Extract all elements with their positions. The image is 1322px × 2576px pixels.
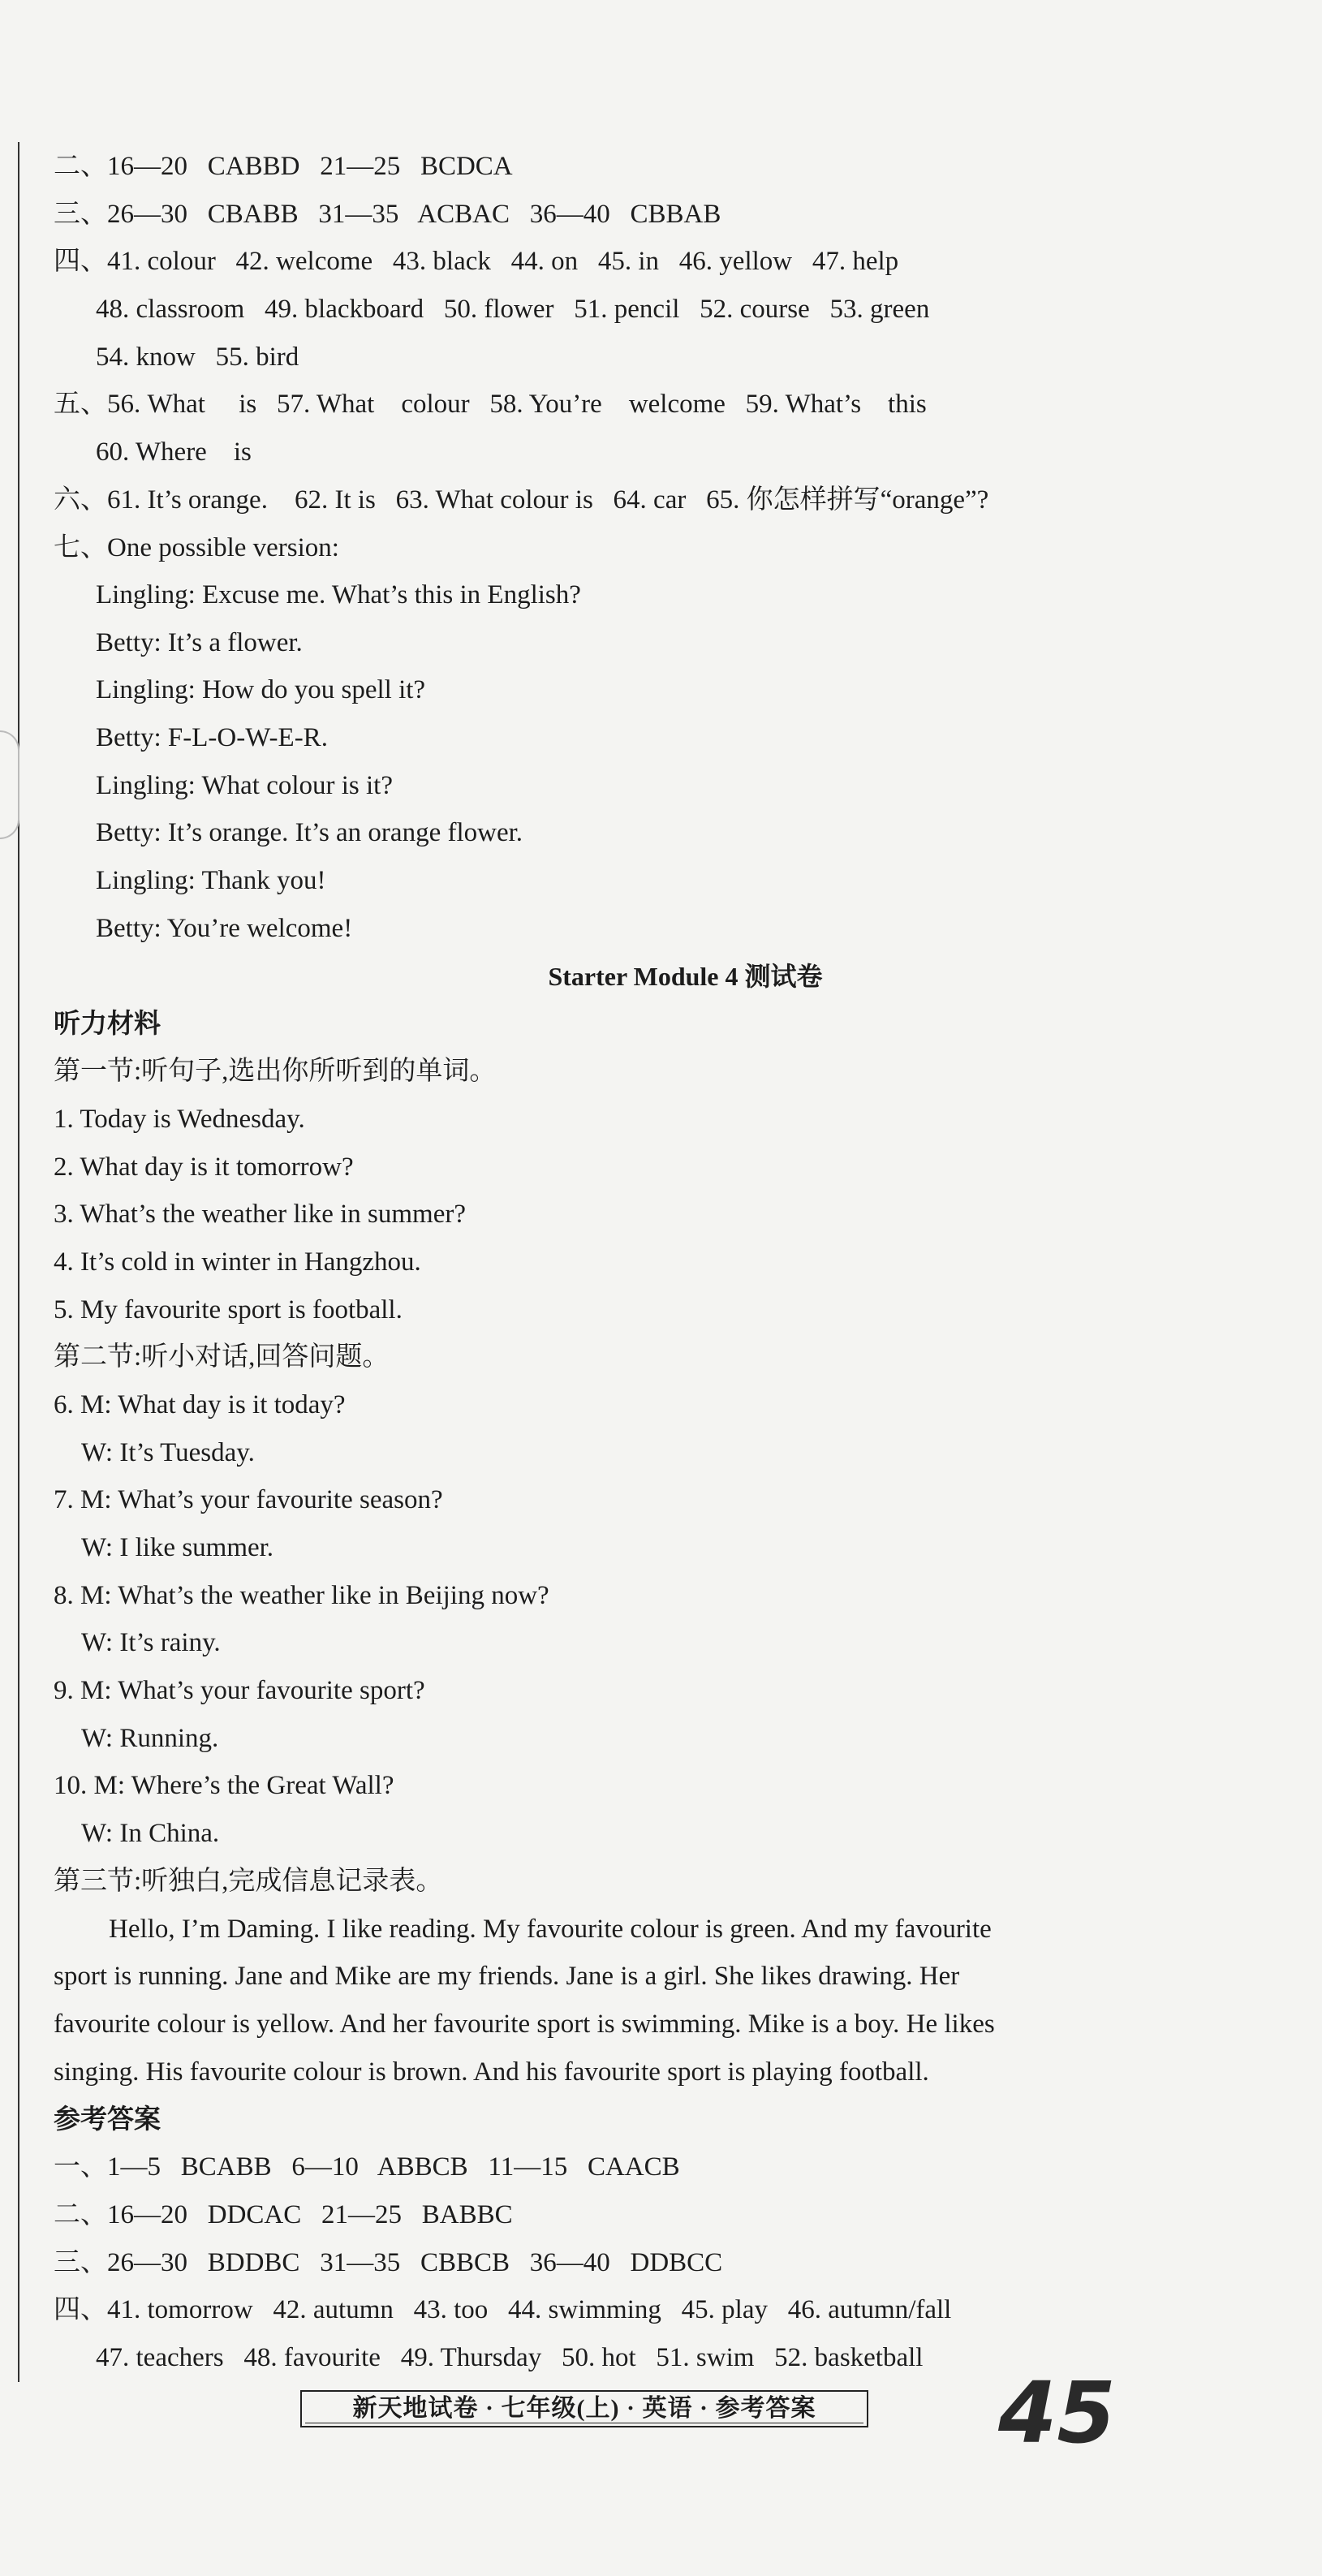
part-heading: 第二节:听小对话,回答问题。	[54, 1342, 390, 1372]
page-number: 45	[998, 2363, 1116, 2462]
part-heading: 第一节:听句子,选出你所听到的单词。	[54, 1057, 497, 1086]
answer-line-5: 五、56. What is 57. What colour 58. You’re welcome 59. What’s this	[54, 390, 927, 419]
monologue-line: favourite colour is yellow. And her favourite sport is swimming. Mike is a boy. He likes	[54, 2010, 995, 2039]
answer-line-5-cont: 60. Where is	[96, 437, 252, 467]
listening-line: 2. What day is it tomorrow?	[54, 1152, 354, 1182]
monologue-line: sport is running. Jane and Mike are my friends. Jane is a girl. She likes drawing. Her	[54, 1962, 960, 1991]
dialogue-line: Betty: It’s orange. It’s an orange flower.	[96, 818, 523, 847]
answer-line-6: 六、61. It’s orange. 62. It is 63. What colour is 64. car 65. 你怎样拼写“orange”?	[54, 485, 989, 515]
heading-answers: 参考答案	[54, 2105, 161, 2134]
listening-line: 6. M: What day is it today?	[54, 1390, 346, 1419]
listening-line: 3. What’s the weather like in summer?	[54, 1200, 466, 1229]
part-heading: 第三节:听独白,完成信息记录表。	[54, 1867, 443, 1896]
answer-line-4-cont: 47. teachers 48. favourite 49. Thursday 50. hot 51. swim 52. basketball	[96, 2343, 924, 2372]
dialogue-line: Lingling: What colour is it?	[96, 771, 393, 800]
dialogue-line: Lingling: How do you spell it?	[96, 675, 426, 704]
answer-line-3: 三、26—30 BDDBC 31—35 CBBCB 36—40 DDBCC	[54, 2248, 723, 2277]
monologue-line: singing. His favourite colour is brown. And his favourite sport is playing football.	[54, 2057, 929, 2087]
heading-listening: 听力材料	[54, 1010, 161, 1039]
listening-line: W: It’s Tuesday.	[81, 1438, 255, 1467]
dialogue-line: Betty: F-L-O-W-E-R.	[96, 723, 328, 752]
answer-line-2: 二、16—20 CABBD 21—25 BCDCA	[54, 152, 513, 181]
listening-line: 10. M: Where’s the Great Wall?	[54, 1771, 394, 1800]
monologue-line: Hello, I’m Daming. I like reading. My favourite colour is green. And my favourite	[109, 1915, 992, 1944]
answer-line-4-cont2: 54. know 55. bird	[96, 342, 299, 372]
listening-line: 9. M: What’s your favourite sport?	[54, 1676, 425, 1705]
listening-line: 7. M: What’s your favourite season?	[54, 1485, 443, 1514]
dialogue-line: Lingling: Thank you!	[96, 866, 326, 895]
dialogue-line: Betty: It’s a flower.	[96, 628, 303, 657]
section-title: Starter Module 4 测试卷	[548, 962, 823, 991]
listening-line: 5. My favourite sport is football.	[54, 1295, 403, 1325]
listening-line: 4. It’s cold in winter in Hangzhou.	[54, 1247, 421, 1277]
answer-line-3: 三、26—30 CBABB 31—35 ACBAC 36—40 CBBAB	[54, 200, 721, 229]
listening-line: 8. M: What’s the weather like in Beijing now?	[54, 1581, 549, 1610]
listening-line: W: It’s rainy.	[81, 1628, 221, 1657]
answer-line-7: 七、One possible version:	[54, 533, 339, 562]
listening-line: W: In China.	[81, 1819, 220, 1848]
listening-line: W: I like summer.	[81, 1533, 274, 1562]
footer-label: 新天地试卷 · 七年级(上) · 英语 · 参考答案	[300, 2390, 868, 2427]
listening-line: 1. Today is Wednesday.	[54, 1105, 305, 1134]
answer-line-1: 一、1—5 BCABB 6—10 ABBCB 11—15 CAACB	[54, 2152, 680, 2182]
answer-line-2: 二、16—20 DDCAC 21—25 BABBC	[54, 2200, 513, 2229]
dialogue-line: Lingling: Excuse me. What’s this in English?	[96, 580, 581, 610]
listening-line: W: Running.	[81, 1724, 219, 1753]
answer-line-4: 四、41. colour 42. welcome 43. black 44. on 45. in 46. yellow 47. help	[54, 247, 899, 276]
dialogue-line: Betty: You’re welcome!	[96, 914, 353, 943]
answer-line-4-cont: 48. classroom 49. blackboard 50. flower 51. pencil 52. course 53. green	[96, 295, 930, 324]
answer-line-4: 四、41. tomorrow 42. autumn 43. too 44. swimming 45. play 46. autumn/fall	[54, 2295, 952, 2324]
